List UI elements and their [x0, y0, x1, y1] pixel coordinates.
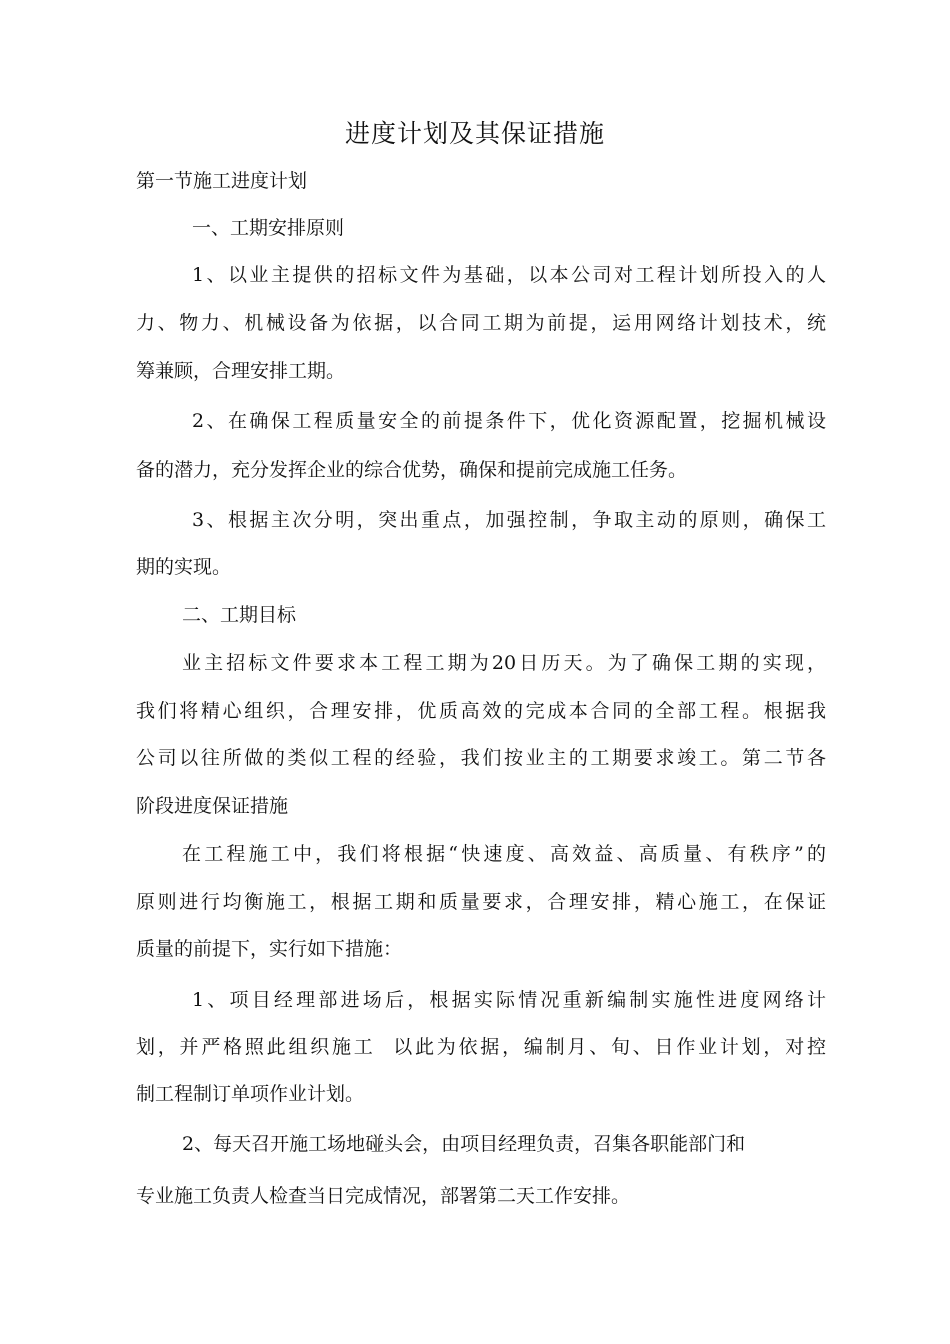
paragraph-line: 我们将精心组织，合理安排，优质高效的完成本合同的全部工程。根据我: [136, 700, 826, 722]
subsection-heading: 二、工期目标: [182, 604, 297, 626]
paragraph-line: 业主招标文件要求本工程工期为20日历天。为了确保工期的实现，: [182, 652, 826, 674]
paragraph-line: 制工程制订单项作业计划。: [136, 1083, 365, 1105]
paragraph-line: 划，并严格照此组织施工 以此为依据，编制月、旬、日作业计划，对控: [136, 1036, 826, 1058]
paragraph-line: 1、以业主提供的招标文件为基础，以本公司对工程计划所投入的人: [192, 264, 826, 286]
paragraph-line: 2、每天召开施工场地碰头会，由项目经理负责，召集各职能部门和: [182, 1133, 746, 1155]
paragraph-line: 期的实现。: [136, 556, 232, 578]
paragraph-line: 专业施工负责人检查当日完成情况，部署第二天工作安排。: [136, 1185, 631, 1207]
paragraph-line: 原则进行均衡施工，根据工期和质量要求，合理安排，精心施工，在保证: [136, 891, 826, 913]
section-heading: 第一节施工进度计划: [136, 170, 308, 192]
paragraph-line: 质量的前提下，实行如下措施：: [136, 938, 403, 960]
paragraph-line: 3、根据主次分明，突出重点，加强控制，争取主动的原则，确保工: [192, 509, 826, 531]
paragraph-line: 公司以往所做的类似工程的经验，我们按业主的工期要求竣工。第二节各: [136, 747, 826, 769]
paragraph-line: 2、在确保工程质量安全的前提条件下，优化资源配置，挖掘机械设: [192, 410, 826, 432]
document-title: 进度计划及其保证措施: [344, 119, 605, 148]
paragraph-line: 备的潜力，充分发挥企业的综合优势，确保和提前完成施工任务。: [136, 459, 688, 481]
paragraph-line: 筹兼顾，合理安排工期。: [136, 360, 346, 382]
subsection-heading: 一、工期安排原则: [192, 217, 345, 239]
paragraph-line: 在工程施工中，我们将根据“快速度、高效益、高质量、有秩序”的: [182, 843, 826, 865]
paragraph-line: 1、项目经理部进场后，根据实际情况重新编制实施性进度网络计: [192, 989, 826, 1011]
paragraph-line: 力、物力、机械设备为依据，以合同工期为前提，运用网络计划技术，统: [136, 312, 826, 334]
paragraph-line: 阶段进度保证措施: [136, 795, 289, 817]
